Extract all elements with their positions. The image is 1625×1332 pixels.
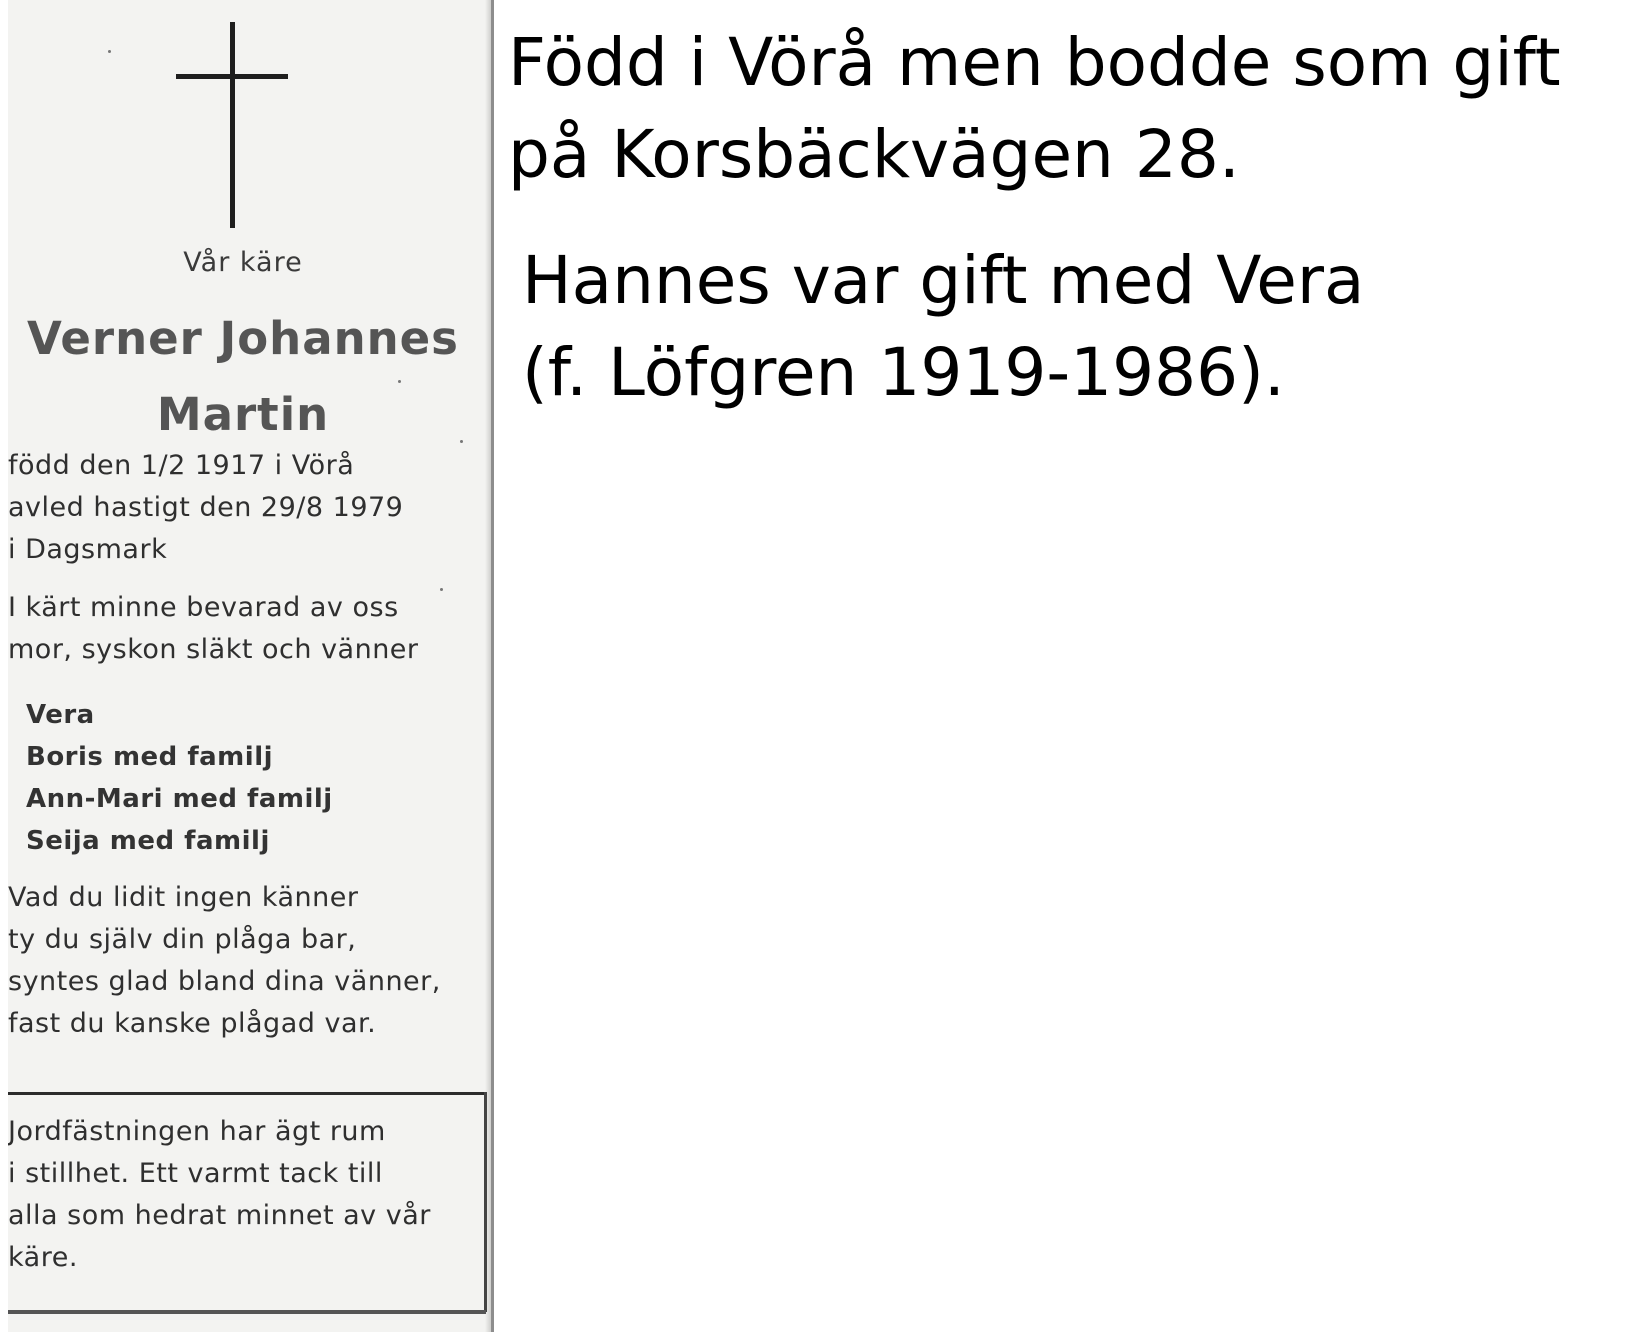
cross-icon — [176, 22, 296, 228]
clipping-border — [484, 1092, 487, 1312]
annotation-birthplace-line1: Född i Vörå men bodde som gift — [508, 24, 1561, 101]
dates-line: i Dagsmark — [8, 534, 168, 565]
annotation-spouse-line2: (f. Löfgren 1919-1986). — [522, 334, 1285, 411]
obituary-clipping — [8, 0, 494, 1332]
print-speck — [460, 440, 463, 443]
print-speck — [440, 588, 443, 591]
family-member: Seija med familj — [26, 826, 270, 856]
memory-line: I kärt minne bevarad av oss — [8, 592, 399, 623]
print-speck — [108, 50, 111, 53]
funeral-line: käre. — [8, 1242, 78, 1273]
annotation-spouse-line1: Hannes var gift med Vera — [522, 242, 1365, 319]
family-member: Vera — [26, 700, 95, 730]
poem-line: Vad du lidit ingen känner — [8, 882, 359, 913]
annotation-birthplace-line2: på Korsbäckvägen 28. — [508, 116, 1240, 193]
clipping-bottom-border — [8, 1310, 486, 1314]
deceased-name-line2: Martin — [156, 388, 330, 441]
deceased-name-line1: Verner Johannes — [27, 312, 459, 365]
poem-line: fast du kanske plågad var. — [8, 1008, 377, 1039]
section-divider — [8, 1092, 484, 1095]
funeral-line: Jordfästningen har ägt rum — [8, 1116, 386, 1147]
funeral-line: alla som hedrat minnet av vår — [8, 1200, 431, 1231]
family-member: Ann-Mari med familj — [26, 784, 333, 814]
memory-line: mor, syskon släkt och vänner — [8, 634, 419, 665]
obituary-intro: Vår käre — [183, 247, 303, 278]
dates-line: avled hastigt den 29/8 1979 — [8, 492, 404, 523]
family-member: Boris med familj — [26, 742, 274, 772]
poem-line: ty du själv din plåga bar, — [8, 924, 357, 955]
poem-line: syntes glad bland dina vänner, — [8, 966, 441, 997]
print-speck — [398, 380, 401, 383]
funeral-line: i stillhet. Ett varmt tack till — [8, 1158, 383, 1189]
dates-line: född den 1/2 1917 i Vörå — [8, 450, 355, 481]
